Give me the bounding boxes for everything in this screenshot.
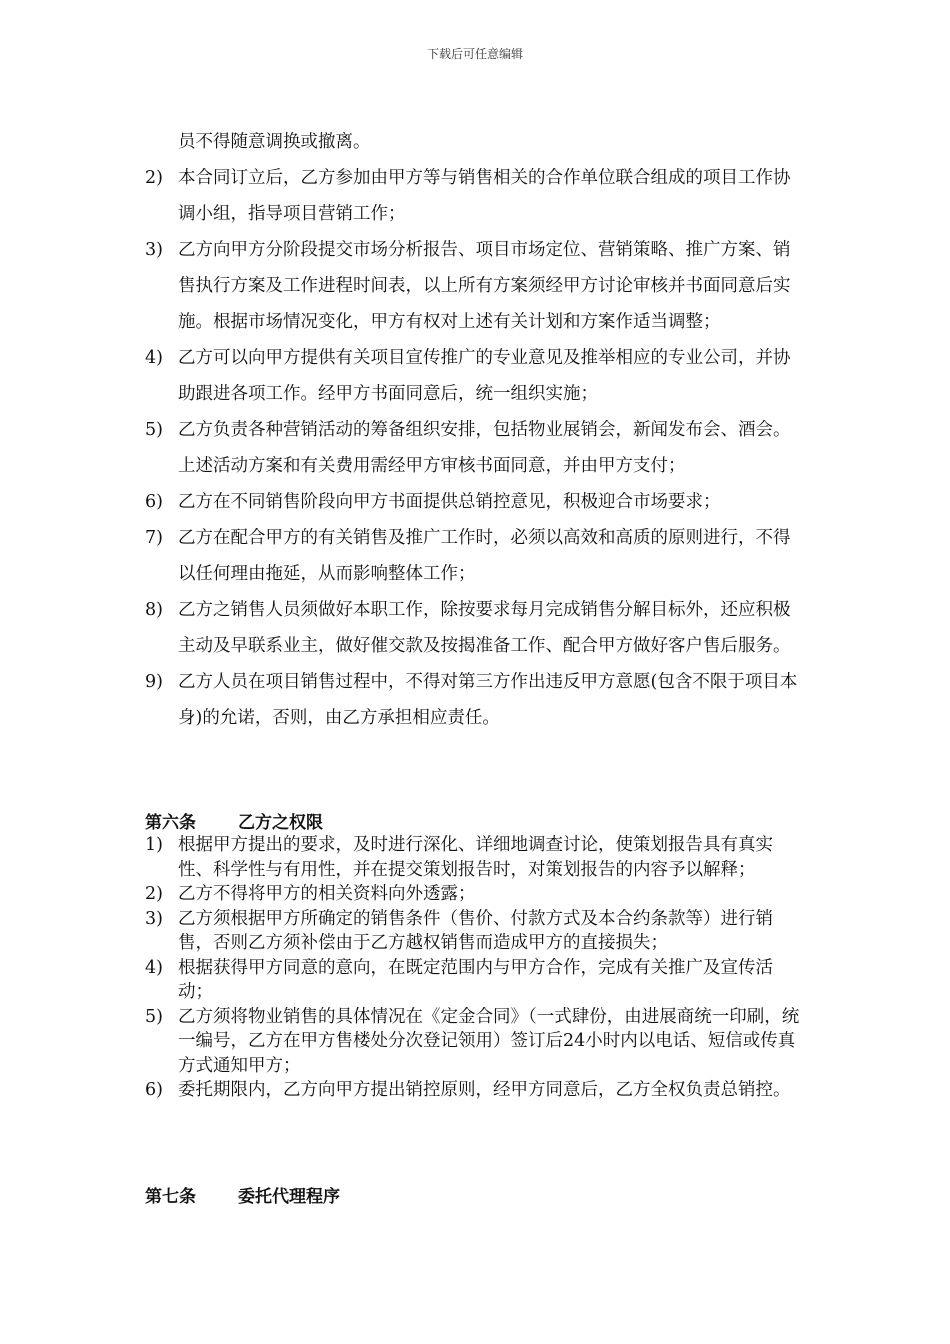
list-item [145,124,805,160]
section7-title: 委托代理程序 [238,1187,340,1207]
item-number: 5) [145,1006,163,1027]
item-text: 乙方人员在项目销售过程中，不得对第三方作出违反甲方意愿(包含不限于项目本身)的允诺，否则，由乙方承担相应责任。 [178,672,798,728]
item-text: 委托期限内，乙方向甲方提出销控原则，经甲方同意后，乙方全权负责总销控。 [178,1080,791,1100]
item-text: 根据甲方提出的要求，及时进行深化、详细地调查讨论，使策划报告具有真实性、科学性与有用性，并在提交策划报告时，对策划报告的内容予以解释； [178,835,773,880]
list-item [145,1078,805,1103]
section5-list [145,124,805,736]
item-text: 本合同订立后，乙方参加由甲方等与销售相关的合作单位联合组成的项目工作协调小组，指导项目营销工作； [178,168,791,224]
item-number: 2) [145,168,163,188]
item-text: 乙方不得将甲方的相关资料向外透露； [178,884,476,904]
list-item [145,1005,805,1079]
item-number: 6) [145,1080,163,1100]
item-text: 乙方可以向甲方提供有关项目宣传推广的专业意见及推举相应的专业公司，并协助跟进各项工作。经甲方书面同意后，统一组织实施； [178,348,791,404]
section6-list [145,833,805,1103]
item-number: 4) [145,957,163,978]
item-text: 员不得随意调换或撤离。 [178,132,371,152]
item-text: 乙方负责各种营销活动的筹备组织安排，包括物业展销会，新闻发布会、酒会。上述活动方案和有关费用需经甲方审核书面同意，并由甲方支付； [178,420,791,476]
list-item [145,232,805,340]
item-number: 2) [145,884,163,904]
item-number: 5) [145,420,163,440]
section7-heading [145,1182,340,1207]
list-item [145,882,805,907]
section6-heading [145,808,323,833]
item-text: 乙方向甲方分阶段提交市场分析报告、项目市场定位、营销策略、推广方案、销售执行方案及工作进程时间表，以上所有方案须经甲方讨论审核并书面同意后实施。根据市场情况变化，甲方有权对上述有关计划和方案作适当调整； [178,240,791,332]
item-number: 8) [145,600,163,620]
list-item [145,160,805,232]
item-number: 6) [145,492,163,512]
item-number: 3) [145,240,163,260]
item-text: 乙方须将物业销售的具体情况在《定金合同》（一式肆份，由进展商统一印刷，统一编号，乙方在甲方售楼处分次登记领用）签订后24小时内以电话、短信或传真方式通知甲方； [178,1006,800,1076]
item-text: 乙方须根据甲方所确定的销售条件（售价、付款方式及本合约条款等）进行销售，否则乙方须补偿由于乙方越权销售而造成甲方的直接损失； [178,908,773,953]
item-text: 乙方在不同销售阶段向甲方书面提供总销控意见，积极迎合市场要求； [178,492,721,512]
list-item [145,484,805,520]
list-item [145,412,805,484]
item-text: 乙方之销售人员须做好本职工作，除按要求每月完成销售分解目标外，还应积极主动及早联系业主，做好催交款及按揭准备工作、配合甲方做好客户售后服务。 [178,600,791,656]
page-header: 下载后可任意编辑 [426,47,523,61]
list-item [145,520,805,592]
list-item [145,592,805,664]
section6-title: 乙方之权限 [238,813,323,833]
list-item [145,664,805,736]
list-item [145,340,805,412]
item-number: 1) [145,835,163,855]
item-number: 4) [145,348,163,368]
item-text: 乙方在配合甲方的有关销售及推广工作时，必须以高效和高质的原则进行，不得以任何理由拖延，从而影响整体工作； [178,528,791,584]
section7-label: 第七条 [145,1187,196,1207]
item-number: 7) [145,528,163,548]
item-number: 3) [145,908,163,929]
item-text: 根据获得甲方同意的意向，在既定范围内与甲方合作，完成有关推广及宣传活动； [178,957,773,1002]
list-item [145,907,805,956]
list-item [145,833,805,882]
section6-label: 第六条 [145,813,196,833]
list-item [145,956,805,1005]
item-number: 9) [145,672,163,692]
